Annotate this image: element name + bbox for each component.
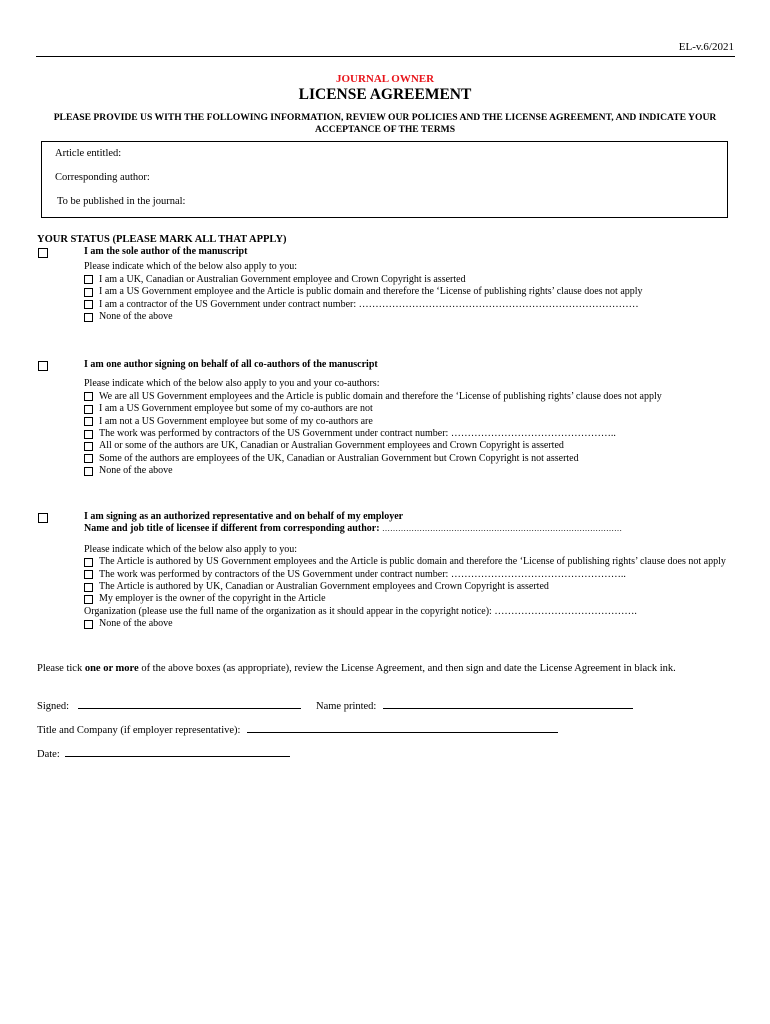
status-heading: YOUR STATUS (PLEASE MARK ALL THAT APPLY) [37,234,287,245]
option-row [84,453,734,465]
option-checkbox[interactable] [84,275,93,284]
option-checkbox[interactable] [84,417,93,426]
option-checkbox[interactable] [84,430,93,439]
option-label: The work was performed by contractors of the US Government under contract number: …………………………………………….. [99,568,626,580]
option-label: The work was performed by contractors of the US Government under contract number: ………………………………………….. [99,428,616,440]
signature-line[interactable] [78,699,301,709]
option-checkbox[interactable] [84,454,93,463]
option-row [84,403,734,415]
option-checkbox[interactable] [84,392,93,401]
option-label: All or some of the authors are UK, Canadian or Australian Government employees and Crown Copyright is asserted [99,440,564,452]
option-row [84,428,734,440]
option-row [84,556,734,568]
name-printed-row [316,699,633,712]
option-row [84,286,734,298]
option-row [84,391,734,403]
sole-author-lead: Please indicate which of the below also apply to you: [84,261,298,273]
licensee-dots: ……………………………………………………………………………… [382,524,623,534]
option-checkbox[interactable] [84,467,93,476]
sole-author-checkbox[interactable] [38,248,48,258]
option-checkbox[interactable] [84,583,93,592]
option-checkbox[interactable] [84,288,93,297]
option-label: None of the above [99,311,173,323]
tick-bold: one or more [84,663,139,674]
option-label: My employer is the owner of the copyright in the Article [99,593,326,605]
title-company-label: Title and Company (if employer representative): [37,725,241,736]
employer-section [84,511,734,631]
licensee-name-field[interactable] [84,523,734,535]
option-label: I am a US Government employee and the Article is public domain and therefore the ‘License of publishing rights’ clause does not apply [99,286,643,298]
option-checkbox[interactable] [84,595,93,604]
document-kicker: JOURNAL OWNER [335,73,435,85]
employer-heading: I am signing as an authorized representative and on behalf of my employer [84,511,404,522]
coauthor-section [84,359,734,478]
option-label: I am not a US Government employee but some of my co-authors are [99,415,373,427]
option-checkbox[interactable] [84,405,93,414]
header-rule [36,56,735,57]
date-line[interactable] [65,747,290,757]
version-label: EL-v.6/2021 [678,41,734,53]
option-row [84,593,734,605]
option-checkbox[interactable] [84,558,93,567]
signed-label: Signed: [37,701,70,712]
option-checkbox[interactable] [84,300,93,309]
date-row [37,747,290,760]
option-checkbox[interactable] [84,570,93,579]
option-row [84,274,734,286]
sole-author-heading: I am the sole author of the manuscript [84,246,248,257]
coauthor-lead: Please indicate which of the below also apply to you and your co-authors: [84,378,380,390]
tick-instructions [37,662,737,675]
option-label: Some of the authors are employees of the UK, Canadian or Australian Government but Crown Copyright is not asserted [99,452,579,464]
instructions-text: PLEASE PROVIDE US WITH THE FOLLOWING INFORMATION, REVIEW OUR POLICIES AND THE LICENSE AGREEMENT, AND INDICATE YOUR ACCEPTANCE OF THE TERMS [53,112,717,135]
option-row [84,311,734,323]
employer-checkbox[interactable] [38,513,48,523]
name-printed-label: Name printed: [316,701,377,712]
option-row [84,465,734,477]
option-row [84,440,734,452]
option-label: The Article is authored by UK, Canadian or Australian Government employees and Crown Copyright is asserted [99,581,549,593]
option-row [84,299,734,311]
article-title-field[interactable]: Article entitled: [55,148,122,159]
option-label: I am a UK, Canadian or Australian Government employee and Crown Copyright is asserted [99,273,466,285]
signed-row [37,699,301,712]
option-label: None of the above [99,618,173,630]
option-label: I am a contractor of the US Government under contract number: ………………………………………………………………………… [99,298,639,310]
option-checkbox[interactable] [84,442,93,451]
title-company-row [37,723,558,736]
option-label: I am a US Government employee but some of my co-authors are not [99,403,373,415]
option-row [84,569,734,581]
employer-lead: Please indicate which of the below also apply to you: [84,543,298,555]
sole-author-section [84,246,734,323]
title-company-line[interactable] [247,723,558,733]
coauthor-checkbox[interactable] [38,361,48,371]
journal-field[interactable]: To be published in the journal: [57,196,186,207]
option-label: The Article is authored by US Government employees and the Article is public domain and therefore the ‘License of publishing rights’ clause does not apply [99,556,726,568]
article-info-box [41,141,728,218]
tick-prefix: Please tick [37,663,85,674]
name-printed-line[interactable] [383,699,633,709]
date-label: Date: [37,749,60,760]
option-checkbox[interactable] [84,313,93,322]
option-label: None of the above [99,465,173,477]
option-checkbox[interactable] [84,620,93,629]
corresponding-author-field[interactable]: Corresponding author: [55,172,150,183]
option-row [84,416,734,428]
licensee-label: Name and job title of licensee if different from corresponding author: [84,523,380,535]
option-row [84,581,734,593]
coauthor-heading: I am one author signing on behalf of all co-authors of the manuscript [84,359,378,370]
tick-suffix: of the above boxes (as appropriate), review the License Agreement, and then sign and date the License Agreement in black ink. [138,663,676,674]
organization-field[interactable]: Organization (please use the full name of the organization as it should appear in the copyright notice): ……………………………………. [84,605,637,617]
option-row [84,618,734,630]
document-title: LICENSE AGREEMENT [298,86,472,103]
option-label: We are all US Government employees and the Article is public domain and therefore the ‘License of publishing rights’ clause does not apply [99,390,662,402]
